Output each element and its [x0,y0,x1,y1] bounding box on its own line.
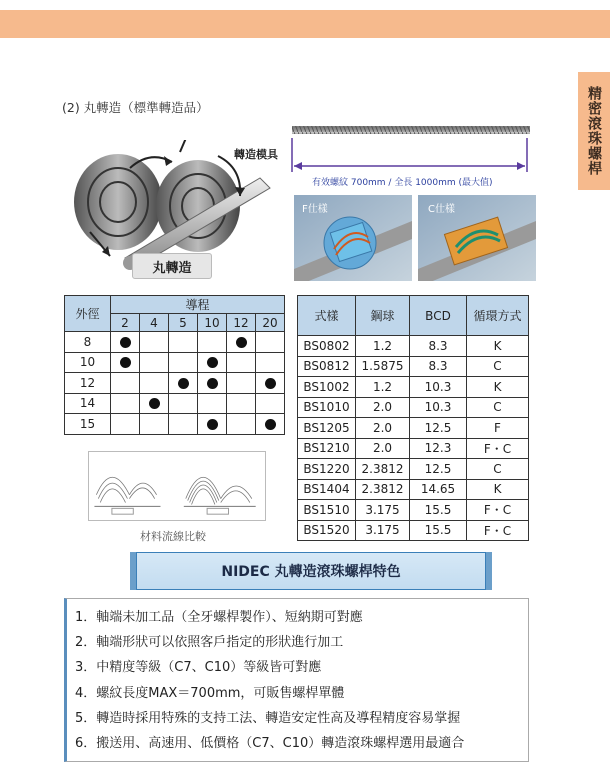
feature-item: 2．軸端形狀可以依照客戶指定的形狀進行加工 [75,635,344,651]
available-dot-icon [236,337,247,348]
availability-cell [169,352,198,373]
spec-cell: 2.0 [356,418,410,439]
lead-header: 導程 [111,296,285,314]
availability-cell [111,373,140,394]
spec-cell: 14.65 [410,479,467,500]
availability-cell [169,332,198,353]
spec-cell: BS1520 [298,520,356,541]
available-dot-icon [207,357,218,368]
lead-value-header: 20 [256,314,285,332]
availability-cell [198,352,227,373]
spec-cell: K [467,479,529,500]
availability-cell [140,352,169,373]
spec-cell: 12.3 [410,438,467,459]
lead-value-header: 2 [111,314,140,332]
availability-cell [227,332,256,353]
availability-cell [227,373,256,394]
spec-column-header: 循環方式 [467,296,529,336]
od-cell: 8 [65,332,111,353]
feature-item: 5．轉造時採用特殊的支持工法、轉造安定性高及導程精度容易掌握 [75,710,461,726]
spec-cell: F・C [467,520,529,541]
spec-table [297,295,529,541]
od-cell: 10 [65,352,111,373]
die-label: 轉造模具 [234,148,278,161]
od-cell: 15 [65,414,111,435]
spec-cell: BS1210 [298,438,356,459]
table-row [65,332,285,353]
lead-value-header: 12 [227,314,256,332]
spec-cell: 15.5 [410,520,467,541]
availability-cell [140,373,169,394]
availability-cell [140,332,169,353]
spec-column-header: BCD [410,296,467,336]
spec-cell: K [467,336,529,357]
availability-cell [111,332,140,353]
availability-cell [169,393,198,414]
spec-cell: C [467,356,529,377]
table-row [298,336,529,357]
spec-cell: BS0802 [298,336,356,357]
spec-cell: 2.0 [356,438,410,459]
table-row [65,352,285,373]
availability-cell [256,414,285,435]
availability-cell [169,373,198,394]
spec-cell: F [467,418,529,439]
availability-cell [111,393,140,414]
c-type-label: C仕樣 [428,204,455,215]
spec-cell: BS0812 [298,356,356,377]
spec-cell: BS1510 [298,500,356,521]
spec-cell: 1.2 [356,377,410,398]
table-row [298,459,529,480]
spec-cell: F・C [467,438,529,459]
available-dot-icon [120,357,131,368]
lead-value-header: 4 [140,314,169,332]
roll-forming-badge: 丸轉造 [132,253,212,279]
table-row [298,479,529,500]
availability-cell [227,352,256,373]
top-color-band [0,10,610,38]
spec-column-header: 鋼球 [356,296,410,336]
spec-cell: 12.5 [410,459,467,480]
table-row [298,397,529,418]
section-heading: (2) 丸轉造（標準轉造品） [62,100,209,115]
spec-cell: BS1205 [298,418,356,439]
spec-cell: C [467,397,529,418]
spec-cell: 10.3 [410,397,467,418]
feature-item: 6．搬送用、高速用、低價格（C7、C10）轉造滾珠螺桿選用最適合 [75,736,465,752]
spec-cell: 1.5875 [356,356,410,377]
feature-item: 3．中精度等級（C7、C10）等級皆可對應 [75,660,322,676]
spec-cell: 1.2 [356,336,410,357]
availability-cell [198,373,227,394]
spec-cell: 2.3812 [356,479,410,500]
table-row [65,414,285,435]
material-flow-comparison-figure [88,451,266,521]
table-row [65,393,285,414]
spec-cell: BS1002 [298,377,356,398]
availability-cell [169,414,198,435]
availability-cell [140,393,169,414]
table-row [298,356,529,377]
spec-cell: 3.175 [356,520,410,541]
spec-cell: 2.3812 [356,459,410,480]
spec-cell: BS1404 [298,479,356,500]
features-list [64,598,529,762]
spec-cell: C [467,459,529,480]
availability-cell [198,393,227,414]
spec-cell: 8.3 [410,356,467,377]
table-row [298,438,529,459]
f-type-label: F仕樣 [302,204,328,215]
table-row [298,377,529,398]
od-lead-table [64,295,285,435]
section-side-tab: 精密滾珠螺桿 [578,72,610,190]
od-cell: 14 [65,393,111,414]
spec-cell: 3.175 [356,500,410,521]
feature-item: 1．軸端未加工品（全牙螺桿製作）、短納期可對應 [75,610,363,625]
flow-caption: 材料流線比較 [140,530,206,543]
spec-cell: BS1010 [298,397,356,418]
table-row [298,520,529,541]
lead-value-header: 10 [198,314,227,332]
available-dot-icon [207,419,218,430]
od-cell: 12 [65,373,111,394]
spec-column-header: 式樣 [298,296,356,336]
od-header: 外徑 [65,296,111,332]
spec-cell: 2.0 [356,397,410,418]
spec-cell: BS1220 [298,459,356,480]
spec-cell: 8.3 [410,336,467,357]
availability-cell [198,414,227,435]
available-dot-icon [265,419,276,430]
spec-cell: F・C [467,500,529,521]
table-row [298,500,529,521]
availability-cell [256,332,285,353]
spec-cell: 15.5 [410,500,467,521]
availability-cell [256,393,285,414]
availability-cell [111,414,140,435]
availability-cell [111,352,140,373]
spec-cell: 10.3 [410,377,467,398]
screw-length-caption: 有效螺紋 700mm / 全長 1000mm (最大值) [312,178,493,188]
availability-cell [140,414,169,435]
availability-cell [227,414,256,435]
table-row [65,373,285,394]
table-row [298,418,529,439]
availability-cell [227,393,256,414]
spec-cell: 12.5 [410,418,467,439]
feature-item: 4．螺紋長度MAX＝700mm，可販售螺桿單體 [75,685,345,701]
available-dot-icon [265,378,276,389]
available-dot-icon [120,337,131,348]
features-banner: NIDEC 丸轉造滾珠螺桿特色 [136,552,486,590]
availability-cell [256,352,285,373]
available-dot-icon [178,378,189,389]
availability-cell [198,332,227,353]
lead-value-header: 5 [169,314,198,332]
availability-cell [256,373,285,394]
available-dot-icon [207,378,218,389]
spec-cell: K [467,377,529,398]
available-dot-icon [149,398,160,409]
